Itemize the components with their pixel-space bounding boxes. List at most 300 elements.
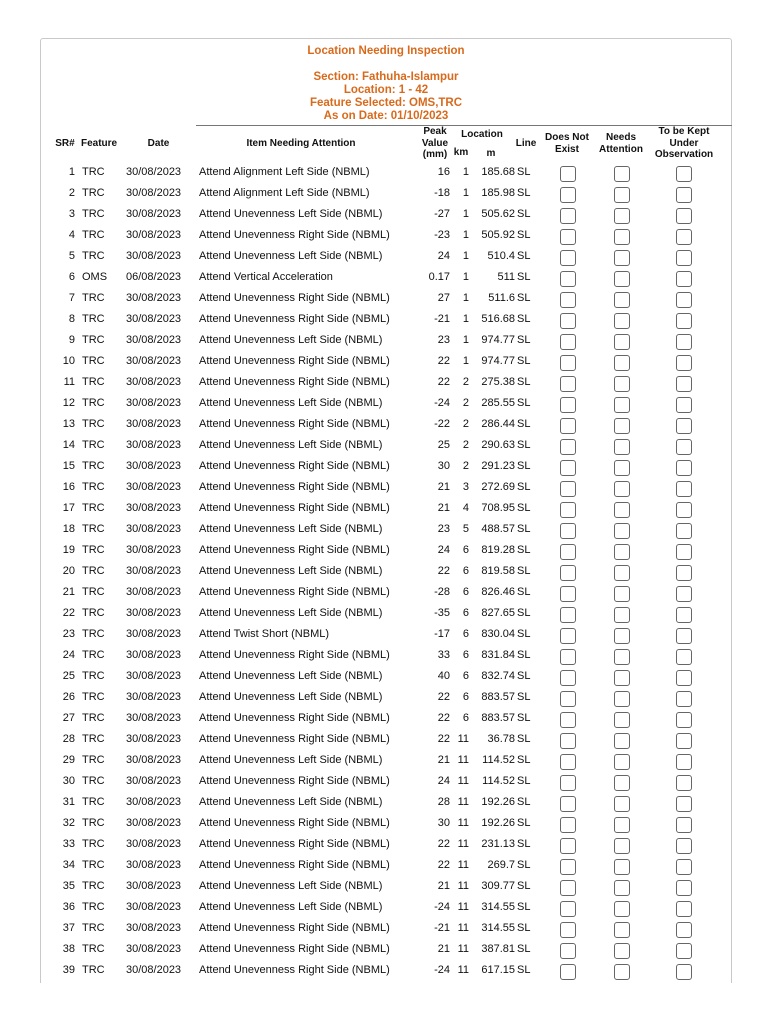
needs-attention-checkbox[interactable] — [614, 733, 630, 749]
col-item: Item Needing Attention — [246, 138, 356, 149]
does-not-exist-checkbox[interactable] — [560, 166, 576, 182]
needs-attention-checkbox[interactable] — [614, 796, 630, 812]
kept-under-observation-checkbox[interactable] — [676, 229, 692, 245]
kept-under-observation-checkbox[interactable] — [676, 838, 692, 854]
row-sr: 25 — [62, 670, 75, 682]
row-km: 1 — [462, 229, 469, 241]
needs-attention-checkbox[interactable] — [614, 418, 630, 434]
col-date: Date — [147, 138, 170, 149]
row-item: Attend Unevenness Right Side (NBML) — [199, 859, 390, 871]
section-line: Section: Fathuha-Islampur — [313, 71, 459, 83]
row-km: 11 — [457, 796, 469, 808]
row-sr: 10 — [62, 355, 75, 367]
row-m: 192.26 — [481, 817, 515, 829]
row-feature: TRC — [82, 859, 105, 871]
needs-attention-checkbox[interactable] — [614, 859, 630, 875]
row-date: 30/08/2023 — [126, 208, 182, 220]
row-date: 30/08/2023 — [126, 796, 182, 808]
table-row — [41, 331, 731, 352]
kept-under-observation-checkbox[interactable] — [676, 397, 692, 413]
row-date: 30/08/2023 — [126, 355, 182, 367]
row-item: Attend Unevenness Right Side (NBML) — [199, 355, 390, 367]
needs-attention-checkbox[interactable] — [614, 901, 630, 917]
row-date: 30/08/2023 — [126, 187, 182, 199]
row-km: 11 — [457, 859, 469, 871]
does-not-exist-checkbox[interactable] — [560, 460, 576, 476]
does-not-exist-checkbox[interactable] — [560, 901, 576, 917]
does-not-exist-checkbox[interactable] — [560, 418, 576, 434]
col-does-not-exist: Does Not Exist — [545, 132, 589, 155]
row-line: SL — [517, 313, 531, 325]
row-date: 30/08/2023 — [126, 691, 182, 703]
col-peak: Peak Value (mm) — [421, 126, 449, 160]
row-km: 5 — [462, 523, 469, 535]
row-m: 275.38 — [481, 376, 515, 388]
does-not-exist-checkbox[interactable] — [560, 523, 576, 539]
kept-under-observation-checkbox[interactable] — [676, 418, 692, 434]
row-sr: 28 — [62, 733, 75, 745]
kept-under-observation-checkbox[interactable] — [676, 628, 692, 644]
row-peak-value: 22 — [437, 565, 450, 577]
kept-under-observation-checkbox[interactable] — [676, 943, 692, 959]
does-not-exist-checkbox[interactable] — [560, 481, 576, 497]
kept-under-observation-checkbox[interactable] — [676, 649, 692, 665]
row-item: Attend Alignment Left Side (NBML) — [199, 187, 370, 199]
table-row — [41, 772, 731, 793]
kept-under-observation-checkbox[interactable] — [676, 922, 692, 938]
row-item: Attend Unevenness Right Side (NBML) — [199, 376, 390, 388]
needs-attention-checkbox[interactable] — [614, 481, 630, 497]
kept-under-observation-checkbox[interactable] — [676, 607, 692, 623]
does-not-exist-checkbox[interactable] — [560, 796, 576, 812]
row-peak-value: 22 — [437, 838, 450, 850]
kept-under-observation-checkbox[interactable] — [676, 250, 692, 266]
needs-attention-checkbox[interactable] — [614, 586, 630, 602]
does-not-exist-checkbox[interactable] — [560, 229, 576, 245]
needs-attention-checkbox[interactable] — [614, 166, 630, 182]
row-item: Attend Unevenness Right Side (NBML) — [199, 292, 390, 304]
row-line: SL — [517, 292, 531, 304]
row-sr: 12 — [62, 397, 75, 409]
row-item: Attend Unevenness Right Side (NBML) — [199, 229, 390, 241]
does-not-exist-checkbox[interactable] — [560, 838, 576, 854]
row-km: 1 — [462, 271, 469, 283]
row-peak-value: 24 — [437, 544, 450, 556]
row-feature: TRC — [82, 166, 105, 178]
row-feature: TRC — [82, 712, 105, 724]
col-line: Line — [515, 138, 537, 149]
table-row — [41, 814, 731, 835]
row-m: 826.46 — [481, 586, 515, 598]
row-m: 505.92 — [481, 229, 515, 241]
needs-attention-checkbox[interactable] — [614, 208, 630, 224]
row-feature: TRC — [82, 691, 105, 703]
row-line: SL — [517, 712, 531, 724]
row-item: Attend Unevenness Left Side (NBML) — [199, 439, 383, 451]
row-line: SL — [517, 649, 531, 661]
kept-under-observation-checkbox[interactable] — [676, 187, 692, 203]
row-date: 30/08/2023 — [126, 250, 182, 262]
col-km: km — [453, 147, 469, 158]
needs-attention-checkbox[interactable] — [614, 607, 630, 623]
row-line: SL — [517, 418, 531, 430]
row-m: 511 — [497, 271, 515, 283]
kept-under-observation-checkbox[interactable] — [676, 670, 692, 686]
needs-attention-checkbox[interactable] — [614, 544, 630, 560]
table-row — [41, 835, 731, 856]
needs-attention-checkbox[interactable] — [614, 670, 630, 686]
col-feature: Feature — [81, 138, 118, 149]
row-m: 286.44 — [481, 418, 515, 430]
col-kept-under-observation: To be Kept Under Observation — [654, 126, 714, 160]
kept-under-observation-checkbox[interactable] — [676, 565, 692, 581]
row-m: 819.28 — [481, 544, 515, 556]
does-not-exist-checkbox[interactable] — [560, 670, 576, 686]
row-date: 30/08/2023 — [126, 901, 182, 913]
row-feature: TRC — [82, 187, 105, 199]
kept-under-observation-checkbox[interactable] — [676, 586, 692, 602]
needs-attention-checkbox[interactable] — [614, 649, 630, 665]
row-line: SL — [517, 733, 531, 745]
row-feature: TRC — [82, 628, 105, 640]
table-row — [41, 205, 731, 226]
table-row — [41, 646, 731, 667]
does-not-exist-checkbox[interactable] — [560, 292, 576, 308]
row-date: 30/08/2023 — [126, 376, 182, 388]
row-km: 1 — [462, 250, 469, 262]
row-sr: 37 — [62, 922, 75, 934]
does-not-exist-checkbox[interactable] — [560, 817, 576, 833]
row-line: SL — [517, 166, 531, 178]
kept-under-observation-checkbox[interactable] — [676, 292, 692, 308]
needs-attention-checkbox[interactable] — [614, 502, 630, 518]
kept-under-observation-checkbox[interactable] — [676, 691, 692, 707]
row-feature: TRC — [82, 586, 105, 598]
row-km: 6 — [462, 544, 469, 556]
kept-under-observation-checkbox[interactable] — [676, 817, 692, 833]
does-not-exist-checkbox[interactable] — [560, 439, 576, 455]
row-feature: TRC — [82, 733, 105, 745]
row-peak-value: -24 — [434, 397, 450, 409]
needs-attention-checkbox[interactable] — [614, 334, 630, 350]
does-not-exist-checkbox[interactable] — [560, 250, 576, 266]
row-feature: TRC — [82, 901, 105, 913]
row-sr: 3 — [68, 208, 75, 220]
row-line: SL — [517, 775, 531, 787]
needs-attention-checkbox[interactable] — [614, 229, 630, 245]
kept-under-observation-checkbox[interactable] — [676, 355, 692, 371]
row-sr: 11 — [63, 376, 75, 388]
row-date: 30/08/2023 — [126, 943, 182, 955]
does-not-exist-checkbox[interactable] — [560, 355, 576, 371]
row-m: 827.65 — [481, 607, 515, 619]
kept-under-observation-checkbox[interactable] — [676, 712, 692, 728]
does-not-exist-checkbox[interactable] — [560, 271, 576, 287]
row-peak-value: 28 — [437, 796, 450, 808]
row-peak-value: 21 — [437, 880, 450, 892]
row-km: 11 — [457, 922, 469, 934]
kept-under-observation-checkbox[interactable] — [676, 754, 692, 770]
row-feature: TRC — [82, 229, 105, 241]
row-m: 272.69 — [481, 481, 515, 493]
kept-under-observation-checkbox[interactable] — [676, 376, 692, 392]
row-feature: TRC — [82, 523, 105, 535]
row-km: 6 — [462, 712, 469, 724]
needs-attention-checkbox[interactable] — [614, 775, 630, 791]
row-line: SL — [517, 922, 531, 934]
kept-under-observation-checkbox[interactable] — [676, 859, 692, 875]
row-sr: 1 — [68, 166, 75, 178]
table-row — [41, 667, 731, 688]
needs-attention-checkbox[interactable] — [614, 943, 630, 959]
row-km: 1 — [462, 208, 469, 220]
row-item: Attend Unevenness Right Side (NBML) — [199, 922, 390, 934]
needs-attention-checkbox[interactable] — [614, 439, 630, 455]
row-peak-value: -24 — [434, 964, 450, 976]
does-not-exist-checkbox[interactable] — [560, 754, 576, 770]
does-not-exist-checkbox[interactable] — [560, 943, 576, 959]
does-not-exist-checkbox[interactable] — [560, 964, 576, 980]
row-item: Attend Unevenness Left Side (NBML) — [199, 565, 383, 577]
row-peak-value: 27 — [437, 292, 450, 304]
row-sr: 13 — [62, 418, 75, 430]
table-row — [41, 541, 731, 562]
row-date: 30/08/2023 — [126, 880, 182, 892]
row-peak-value: -28 — [434, 586, 450, 598]
needs-attention-checkbox[interactable] — [614, 964, 630, 980]
does-not-exist-checkbox[interactable] — [560, 313, 576, 329]
row-sr: 31 — [62, 796, 75, 808]
does-not-exist-checkbox[interactable] — [560, 691, 576, 707]
row-line: SL — [517, 901, 531, 913]
col-needs-attention: Needs Attention — [599, 132, 643, 155]
does-not-exist-checkbox[interactable] — [560, 880, 576, 896]
row-km: 1 — [462, 166, 469, 178]
row-m: 192.26 — [481, 796, 515, 808]
row-sr: 39 — [62, 964, 75, 976]
row-peak-value: -24 — [434, 901, 450, 913]
row-sr: 23 — [62, 628, 75, 640]
row-feature: TRC — [82, 922, 105, 934]
kept-under-observation-checkbox[interactable] — [676, 964, 692, 980]
does-not-exist-checkbox[interactable] — [560, 502, 576, 518]
does-not-exist-checkbox[interactable] — [560, 733, 576, 749]
table-row — [41, 961, 731, 982]
date-line: As on Date: 01/10/2023 — [323, 110, 449, 122]
row-feature: TRC — [82, 544, 105, 556]
row-peak-value: 21 — [437, 943, 450, 955]
row-km: 4 — [462, 502, 469, 514]
table-row — [41, 373, 731, 394]
needs-attention-checkbox[interactable] — [614, 754, 630, 770]
row-date: 30/08/2023 — [126, 229, 182, 241]
needs-attention-checkbox[interactable] — [614, 523, 630, 539]
row-line: SL — [517, 838, 531, 850]
table-row — [41, 625, 731, 646]
row-line: SL — [517, 859, 531, 871]
row-feature: TRC — [82, 334, 105, 346]
row-feature: TRC — [82, 502, 105, 514]
row-km: 1 — [462, 187, 469, 199]
kept-under-observation-checkbox[interactable] — [676, 481, 692, 497]
kept-under-observation-checkbox[interactable] — [676, 796, 692, 812]
row-feature: TRC — [82, 376, 105, 388]
row-km: 11 — [457, 943, 469, 955]
kept-under-observation-checkbox[interactable] — [676, 901, 692, 917]
row-peak-value: 22 — [437, 376, 450, 388]
row-m: 831.84 — [481, 649, 515, 661]
does-not-exist-checkbox[interactable] — [560, 649, 576, 665]
row-sr: 18 — [62, 523, 75, 535]
table-row — [41, 688, 731, 709]
kept-under-observation-checkbox[interactable] — [676, 880, 692, 896]
row-date: 30/08/2023 — [126, 292, 182, 304]
row-km: 1 — [462, 334, 469, 346]
kept-under-observation-checkbox[interactable] — [676, 523, 692, 539]
row-km: 11 — [457, 775, 469, 787]
does-not-exist-checkbox[interactable] — [560, 565, 576, 581]
row-m: 314.55 — [481, 901, 515, 913]
row-peak-value: 24 — [437, 775, 450, 787]
row-m: 516.68 — [481, 313, 515, 325]
kept-under-observation-checkbox[interactable] — [676, 439, 692, 455]
kept-under-observation-checkbox[interactable] — [676, 460, 692, 476]
row-sr: 32 — [62, 817, 75, 829]
kept-under-observation-checkbox[interactable] — [676, 502, 692, 518]
row-m: 832.74 — [481, 670, 515, 682]
needs-attention-checkbox[interactable] — [614, 376, 630, 392]
row-item: Attend Unevenness Right Side (NBML) — [199, 964, 390, 976]
kept-under-observation-checkbox[interactable] — [676, 544, 692, 560]
needs-attention-checkbox[interactable] — [614, 460, 630, 476]
row-feature: TRC — [82, 880, 105, 892]
table-row — [41, 457, 731, 478]
does-not-exist-checkbox[interactable] — [560, 859, 576, 875]
row-m: 830.04 — [481, 628, 515, 640]
row-line: SL — [517, 544, 531, 556]
needs-attention-checkbox[interactable] — [614, 271, 630, 287]
needs-attention-checkbox[interactable] — [614, 565, 630, 581]
does-not-exist-checkbox[interactable] — [560, 544, 576, 560]
does-not-exist-checkbox[interactable] — [560, 607, 576, 623]
report-page — [40, 38, 732, 988]
needs-attention-checkbox[interactable] — [614, 355, 630, 371]
row-sr: 35 — [62, 880, 75, 892]
row-date: 30/08/2023 — [126, 460, 182, 472]
row-m: 974.77 — [481, 334, 515, 346]
row-line: SL — [517, 460, 531, 472]
row-sr: 17 — [62, 502, 75, 514]
row-sr: 5 — [68, 250, 75, 262]
needs-attention-checkbox[interactable] — [614, 691, 630, 707]
row-km: 2 — [462, 460, 469, 472]
table-row — [41, 793, 731, 814]
row-peak-value: -22 — [434, 418, 450, 430]
row-peak-value: 30 — [437, 460, 450, 472]
does-not-exist-checkbox[interactable] — [560, 397, 576, 413]
needs-attention-checkbox[interactable] — [614, 187, 630, 203]
row-sr: 22 — [62, 607, 75, 619]
row-sr: 36 — [62, 901, 75, 913]
row-line: SL — [517, 586, 531, 598]
row-km: 6 — [462, 586, 469, 598]
row-peak-value: 22 — [437, 355, 450, 367]
does-not-exist-checkbox[interactable] — [560, 922, 576, 938]
kept-under-observation-checkbox[interactable] — [676, 334, 692, 350]
table-row — [41, 499, 731, 520]
row-date: 06/08/2023 — [126, 271, 182, 283]
row-km: 11 — [457, 817, 469, 829]
row-feature: TRC — [82, 817, 105, 829]
row-peak-value: -21 — [434, 922, 450, 934]
row-feature: TRC — [82, 838, 105, 850]
kept-under-observation-checkbox[interactable] — [676, 208, 692, 224]
table-row — [41, 856, 731, 877]
row-line: SL — [517, 565, 531, 577]
needs-attention-checkbox[interactable] — [614, 628, 630, 644]
row-line: SL — [517, 334, 531, 346]
row-km: 6 — [462, 691, 469, 703]
row-date: 30/08/2023 — [126, 439, 182, 451]
does-not-exist-checkbox[interactable] — [560, 586, 576, 602]
table-row — [41, 709, 731, 730]
row-feature: TRC — [82, 943, 105, 955]
row-m: 488.57 — [481, 523, 515, 535]
row-line: SL — [517, 943, 531, 955]
row-peak-value: 30 — [437, 817, 450, 829]
table-row — [41, 226, 731, 247]
needs-attention-checkbox[interactable] — [614, 817, 630, 833]
row-sr: 38 — [62, 943, 75, 955]
needs-attention-checkbox[interactable] — [614, 250, 630, 266]
does-not-exist-checkbox[interactable] — [560, 775, 576, 791]
row-sr: 34 — [62, 859, 75, 871]
kept-under-observation-checkbox[interactable] — [676, 271, 692, 287]
row-date: 30/08/2023 — [126, 565, 182, 577]
kept-under-observation-checkbox[interactable] — [676, 733, 692, 749]
row-item: Attend Unevenness Left Side (NBML) — [199, 796, 383, 808]
row-km: 6 — [462, 628, 469, 640]
kept-under-observation-checkbox[interactable] — [676, 166, 692, 182]
needs-attention-checkbox[interactable] — [614, 292, 630, 308]
table-row — [41, 919, 731, 940]
row-m: 505.62 — [481, 208, 515, 220]
needs-attention-checkbox[interactable] — [614, 712, 630, 728]
row-m: 617.15 — [481, 964, 515, 976]
needs-attention-checkbox[interactable] — [614, 397, 630, 413]
does-not-exist-checkbox[interactable] — [560, 208, 576, 224]
does-not-exist-checkbox[interactable] — [560, 376, 576, 392]
does-not-exist-checkbox[interactable] — [560, 712, 576, 728]
row-km: 11 — [457, 901, 469, 913]
table-row — [41, 163, 731, 184]
kept-under-observation-checkbox[interactable] — [676, 313, 692, 329]
does-not-exist-checkbox[interactable] — [560, 334, 576, 350]
table-row — [41, 562, 731, 583]
does-not-exist-checkbox[interactable] — [560, 628, 576, 644]
does-not-exist-checkbox[interactable] — [560, 187, 576, 203]
row-item: Attend Unevenness Left Side (NBML) — [199, 208, 383, 220]
row-m: 510.4 — [487, 250, 515, 262]
kept-under-observation-checkbox[interactable] — [676, 775, 692, 791]
needs-attention-checkbox[interactable] — [614, 922, 630, 938]
row-item: Attend Unevenness Left Side (NBML) — [199, 607, 383, 619]
row-m: 309.77 — [481, 880, 515, 892]
row-item: Attend Unevenness Left Side (NBML) — [199, 523, 383, 535]
needs-attention-checkbox[interactable] — [614, 313, 630, 329]
needs-attention-checkbox[interactable] — [614, 838, 630, 854]
needs-attention-checkbox[interactable] — [614, 880, 630, 896]
